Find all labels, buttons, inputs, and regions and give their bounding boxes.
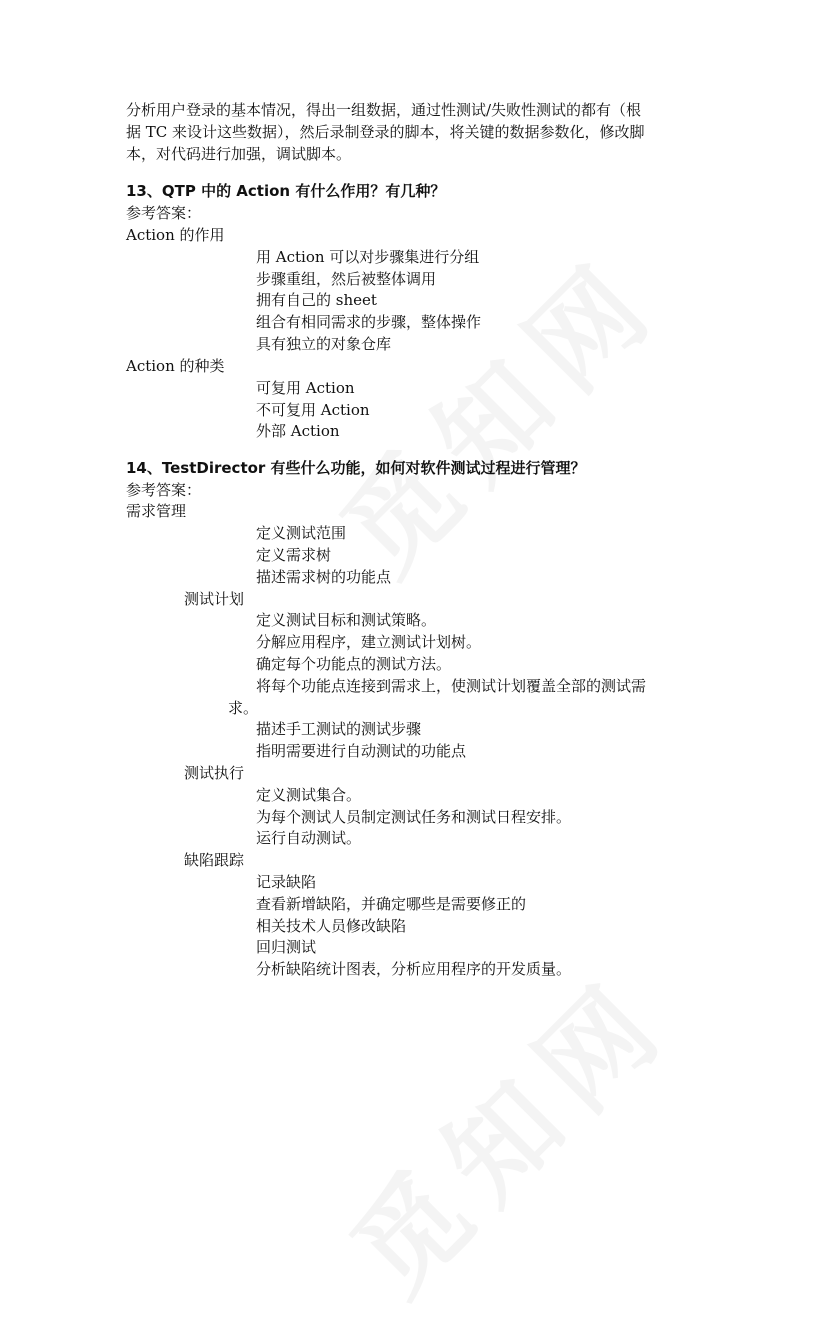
q14-plan-item: 定义测试目标和测试策略。 bbox=[256, 611, 437, 629]
q13-purpose-item: 具有独立的对象仓库 bbox=[256, 335, 392, 353]
q14-exec-item: 为每个测试人员制定测试任务和测试日程安排。 bbox=[256, 808, 572, 826]
q13-types-item: 外部 Action bbox=[256, 422, 340, 440]
q14-plan-item: 描述手工测试的测试步骤 bbox=[256, 720, 422, 738]
q14-answer-label: 参考答案： bbox=[126, 481, 202, 499]
q13-purpose-item: 拥有自己的 sheet bbox=[256, 291, 377, 309]
q13-types-item: 可复用 Action bbox=[256, 379, 355, 397]
q14-defect-label: 缺陷跟踪 bbox=[184, 851, 245, 869]
q14-plan-label: 测试计划 bbox=[184, 590, 245, 608]
q14-plan-item: 确定每个功能点的测试方法。 bbox=[256, 655, 452, 673]
q14-req-item: 定义需求树 bbox=[256, 546, 332, 564]
q14-req-item: 描述需求树的功能点 bbox=[256, 568, 392, 586]
q13-types-label: Action 的种类 bbox=[126, 357, 225, 375]
q14-exec-label: 测试执行 bbox=[184, 764, 245, 782]
q14-exec-item: 定义测试集合。 bbox=[256, 786, 362, 804]
q14-defect-item: 查看新增缺陷，并确定哪些是需要修正的 bbox=[256, 895, 527, 913]
q14-defect-item: 分析缺陷统计图表，分析应用程序的开发质量。 bbox=[256, 960, 572, 978]
q14-exec-item: 运行自动测试。 bbox=[256, 829, 362, 847]
q13-title: 13、QTP 中的 Action 有什么作用？有几种？ bbox=[126, 182, 446, 200]
q14-plan-item: 分解应用程序，建立测试计划树。 bbox=[256, 633, 482, 651]
watermark-bottom bbox=[311, 935, 698, 1322]
q13-purpose-item: 步骤重组，然后被整体调用 bbox=[256, 270, 437, 288]
q14-req-label: 需求管理 bbox=[126, 502, 187, 520]
q14-plan-item: 将每个功能点连接到需求上，使测试计划覆盖全部的测试需 bbox=[256, 677, 647, 695]
q14-defect-item: 回归测试 bbox=[256, 938, 317, 956]
q14-defect-item: 相关技术人员修改缺陷 bbox=[256, 917, 407, 935]
q13-purpose-label: Action 的作用 bbox=[126, 226, 225, 244]
q14-defect-item: 记录缺陷 bbox=[256, 873, 317, 891]
intro-line-1: 分析用户登录的基本情况，得出一组数据，通过性测试/失败性测试的都有（根 bbox=[126, 101, 642, 119]
q14-plan-item-wrap: 求。 bbox=[228, 699, 259, 717]
q14-req-item: 定义测试范围 bbox=[256, 524, 347, 542]
intro-line-2: 据 TC 来设计这些数据），然后录制登录的脚本，将关键的数据参数化，修改脚 bbox=[126, 123, 645, 141]
q14-title: 14、TestDirector 有些什么功能，如何对软件测试过程进行管理？ bbox=[126, 459, 586, 477]
q13-answer-label: 参考答案： bbox=[126, 204, 202, 222]
intro-line-3: 本，对代码进行加强，调试脚本。 bbox=[126, 145, 352, 163]
q14-plan-item: 指明需要进行自动测试的功能点 bbox=[256, 742, 467, 760]
q13-purpose-item: 组合有相同需求的步骤，整体操作 bbox=[256, 313, 482, 331]
q13-types-item: 不可复用 Action bbox=[256, 401, 370, 419]
q13-purpose-item: 用 Action 可以对步骤集进行分组 bbox=[256, 248, 480, 266]
